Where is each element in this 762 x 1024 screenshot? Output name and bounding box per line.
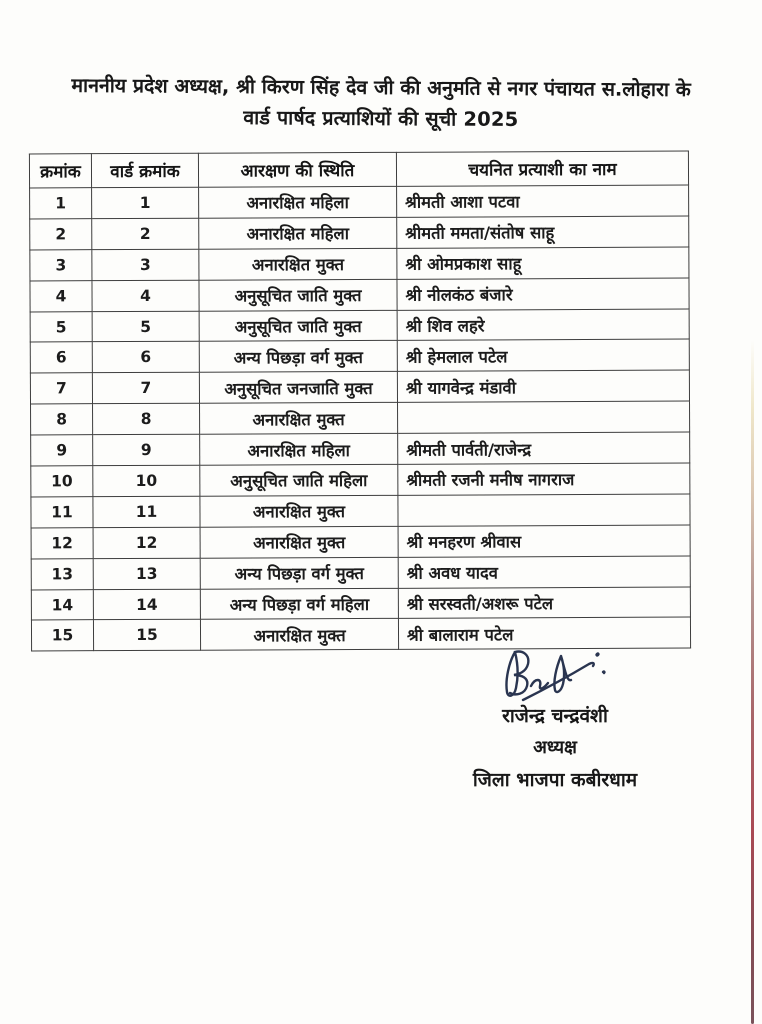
serial-cell: 6	[30, 342, 92, 373]
serial-cell: 10	[31, 466, 93, 497]
ward-cell: 10	[93, 465, 200, 496]
ward-cell: 2	[92, 218, 199, 249]
table-row	[31, 587, 690, 621]
table-header-row	[29, 151, 688, 188]
serial-cell: 14	[31, 589, 93, 620]
reservation-cell: अन्य पिछड़ा वर्ग मुक्त	[200, 557, 398, 589]
header-reservation-status: आरक्षण की स्थिति	[198, 152, 396, 187]
candidate-cell: श्री अवध यादव	[398, 556, 690, 588]
candidate-cell: श्री ओमप्रकाश साहू	[397, 247, 689, 279]
ward-cell: 12	[93, 527, 200, 558]
candidate-cell	[398, 494, 690, 526]
candidate-cell: श्रीमती ममता/संतोष साहू	[397, 216, 689, 248]
candidate-cell: श्री यागवेन्द्र मंडावी	[397, 370, 689, 402]
signatory-designation: अध्यक्ष	[533, 737, 577, 758]
ward-cell: 15	[93, 620, 200, 651]
reservation-cell: अनारक्षित मुक्त	[199, 248, 397, 280]
reservation-cell: अनुसूचित जाति महिला	[200, 464, 398, 496]
serial-cell: 11	[31, 497, 93, 528]
signatory-organization: जिला भाजपा कबीरधाम	[472, 769, 638, 791]
ward-cell: 1	[92, 187, 199, 218]
serial-cell: 1	[30, 188, 92, 219]
table-row	[31, 432, 690, 466]
reservation-cell: अनारक्षित महिला	[200, 433, 398, 465]
candidate-cell: श्री शिव लहरे	[397, 309, 689, 341]
table-row	[30, 370, 689, 404]
serial-cell: 8	[31, 404, 93, 435]
table-row	[31, 556, 690, 590]
document-title	[28, 70, 734, 137]
signatory-name: राजेन्द्र चन्द्रवंशी	[502, 705, 608, 727]
table-row	[30, 278, 689, 312]
table-row	[30, 247, 689, 281]
header-ward-number: वार्ड क्रमांक	[91, 153, 198, 187]
serial-cell: 9	[31, 435, 93, 466]
handwritten-signature-scribble	[485, 642, 625, 706]
candidates-table	[29, 151, 691, 652]
table-row	[31, 525, 690, 559]
ward-cell: 9	[93, 434, 200, 465]
reservation-cell: अन्य पिछड़ा वर्ग मुक्त	[199, 341, 397, 373]
table-row	[30, 340, 689, 374]
header-candidate-name: चयनित प्रत्याशी का नाम	[396, 151, 688, 186]
serial-cell: 7	[30, 373, 92, 404]
ward-cell: 8	[93, 403, 200, 434]
candidate-cell: श्री हेमलाल पटेल	[397, 340, 689, 372]
ward-cell: 14	[93, 589, 200, 620]
ward-cell: 5	[92, 311, 199, 342]
table-row	[31, 463, 690, 497]
serial-cell: 13	[31, 558, 93, 589]
table-row	[30, 185, 689, 219]
reservation-cell: अनुसूचित जनजाति मुक्त	[199, 372, 397, 404]
ward-cell: 11	[93, 496, 200, 527]
serial-cell: 3	[30, 249, 92, 280]
candidate-cell: श्री बालाराम पटेल	[398, 618, 690, 650]
serial-cell: 12	[31, 527, 93, 558]
ward-cell: 7	[92, 373, 199, 404]
ward-cell: 13	[93, 558, 200, 589]
table-body	[30, 185, 691, 651]
page-edge-red-strip	[751, 340, 754, 1024]
reservation-cell: अन्य पिछड़ा वर्ग महिला	[200, 588, 398, 620]
reservation-cell: अनारक्षित मुक्त	[200, 619, 398, 651]
ward-cell: 3	[92, 249, 199, 280]
candidate-cell: श्रीमती पार्वती/राजेन्द्र	[398, 432, 690, 464]
candidate-cell: श्री मनहरण श्रीवास	[398, 525, 690, 557]
serial-cell: 15	[31, 620, 93, 651]
candidate-cell: श्रीमती आशा पटवा	[397, 185, 689, 217]
header-serial: क्रमांक	[29, 154, 91, 188]
reservation-cell: अनारक्षित मुक्त	[200, 495, 398, 527]
serial-cell: 4	[30, 280, 92, 311]
ward-cell: 4	[92, 280, 199, 311]
document-title-line2: वार्ड पार्षद प्रत्याशियों की सूची 2025	[243, 106, 519, 131]
reservation-cell: अनुसूचित जाति मुक्त	[199, 310, 397, 342]
reservation-cell: अनारक्षित मुक्त	[200, 403, 398, 435]
reservation-cell: अनारक्षित महिला	[199, 186, 397, 218]
reservation-cell: अनारक्षित मुक्त	[200, 526, 398, 558]
serial-cell: 2	[30, 219, 92, 250]
serial-cell: 5	[30, 311, 92, 342]
signature-block	[415, 642, 695, 792]
candidate-cell	[398, 401, 690, 433]
table-row	[31, 401, 690, 435]
reservation-cell: अनारक्षित महिला	[199, 217, 397, 249]
table-row	[31, 494, 690, 528]
table-row	[30, 216, 689, 250]
document-title-line1: माननीय प्रदेश अध्यक्ष, श्री किरण सिंह देव जी की अनुमति से नगर पंचायत स.लोहारा के	[71, 73, 691, 102]
candidate-cell: श्रीमती रजनी मनीष नागराज	[398, 463, 690, 495]
reservation-cell: अनुसूचित जाति मुक्त	[199, 279, 397, 311]
ward-cell: 6	[92, 342, 199, 373]
candidate-cell: श्री नीलकंठ बंजारे	[397, 278, 689, 310]
table-row	[30, 309, 689, 343]
candidate-cell: श्री सरस्वती/अशरू पटेल	[398, 587, 690, 619]
